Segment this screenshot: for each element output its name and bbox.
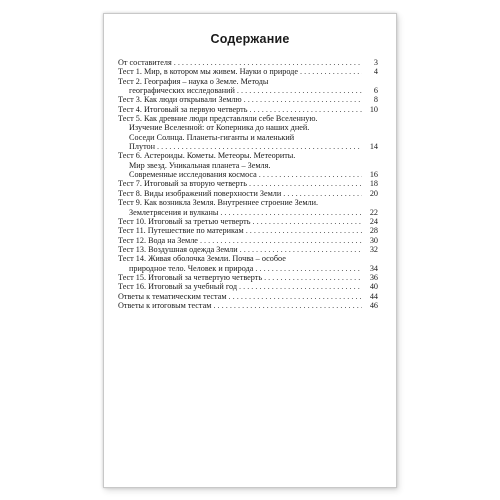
toc-page-number: 32 [369,244,378,254]
dot-leader [264,273,362,282]
toc-entry-line [118,254,378,263]
toc-entry [118,292,378,301]
toc-entry-line [118,58,378,67]
toc-entry-line [118,189,378,198]
toc-entry-text: Тест 9. Как возникла Земля. Внутреннее строение Земли. [118,198,319,208]
toc-entry-text: Тест 7. Итоговый за вторую четверть [118,179,247,189]
dot-leader [300,67,362,76]
toc-entry-text: географических исследований [129,86,235,96]
dot-leader [249,179,362,188]
dot-leader [213,301,362,310]
toc-entry-text: Тест 15. Итоговый за четвертую четверть [118,272,263,282]
toc-entry-line [118,142,378,151]
toc-entry-line [118,236,378,245]
toc-entry-text: Тест 3. Как люди открывали Землю [118,95,242,105]
dot-leader [252,217,362,226]
toc-entry [118,58,378,67]
dot-leader [244,95,362,104]
toc-entry-text: Ответы к итоговым тестам [118,300,212,310]
toc-entry-line [118,77,378,86]
dot-leader [220,208,362,217]
toc-page-number: 34 [369,263,378,273]
toc-page-number: 14 [369,142,378,152]
toc-entry-line [118,226,378,235]
toc-entry [118,273,378,282]
toc-entry-text: Соседи Солнца. Планеты-гиганты и маленький [129,132,295,142]
dot-leader [255,264,362,273]
toc-entry-line [118,198,378,207]
toc-entry-line [118,273,378,282]
toc-entry-line [118,86,378,95]
toc-entry [118,282,378,291]
toc-entry-text: Тест 12. Вода на Земле [118,235,198,245]
dot-leader [283,189,362,198]
toc-entry-line [118,245,378,254]
dot-leader [239,282,362,291]
toc-entry-line [118,282,378,291]
toc-page-number: 20 [369,188,378,198]
toc-entry-line [118,114,378,123]
toc-entry-text: Тест 1. Мир, в котором мы живем. Науки о природе [118,67,298,77]
toc-page-number: 22 [369,207,378,217]
toc-entry [118,301,378,310]
dot-leader [200,236,362,245]
toc-entry-line [118,292,378,301]
toc-entry [118,105,378,114]
toc-entry-text: Ответы к тематическим тестам [118,291,227,301]
dot-leader [249,105,362,114]
dot-leader [246,226,362,235]
toc-page-number: 16 [369,170,378,180]
toc-page-number: 36 [369,272,378,282]
dot-leader [174,58,362,67]
toc-entry-text: Тест 5. Как древние люди представляли себе Вселенную. [118,114,318,124]
toc-entry-line [118,161,378,170]
toc-entry-text: Плутон [129,142,156,152]
toc-entry-text: Тест 8. Виды изображений поверхности Земли [118,188,282,198]
toc-entry-text: Современные исследования космоса [129,170,257,180]
toc-entry [118,254,378,273]
table-of-contents [118,58,378,310]
page-title: Содержание [210,32,290,46]
toc-page-number: 3 [373,58,378,67]
toc-entry [118,217,378,226]
toc-entry-text: Изучение Вселенной: от Коперника до наших дней. [129,123,310,133]
toc-entry [118,245,378,254]
toc-page-number: 44 [369,291,378,301]
toc-entry-text: Тест 4. Итоговый за первую четверть [118,104,248,114]
toc-page-number: 30 [369,235,378,245]
toc-entry-line [118,151,378,160]
toc-page-number: 4 [373,67,378,77]
toc-entry-line [118,133,378,142]
dot-leader [157,142,362,151]
toc-page-number: 8 [373,95,378,105]
toc-entry-text: Тест 16. Итоговый за учебный год [118,282,238,292]
toc-page-number: 6 [373,86,378,96]
toc-page-number: 18 [369,179,378,189]
toc-page-number: 28 [369,226,378,236]
toc-entry-text: Тест 11. Путешествие по материкам [118,226,244,236]
dot-leader [259,170,362,179]
toc-entry-line [118,67,378,76]
toc-entry-text: Мир звезд. Уникальная планета – Земля. [129,160,271,170]
toc-entry-text: Тест 10. Итоговый за третью четверть [118,216,251,226]
toc-entry-text: Тест 6. Астероиды. Кометы. Метеоры. Метеориты. [118,151,296,161]
toc-entry-line [118,301,378,310]
toc-entry-line [118,264,378,273]
toc-entry-text: природное тело. Человек и природа [129,263,254,273]
toc-entry [118,95,378,104]
toc-entry [118,179,378,188]
toc-entry-text: От составителя [118,58,172,67]
toc-entry-line [118,170,378,179]
toc-entry-line [118,208,378,217]
toc-entry-text: Тест 13. Воздушная одежда Земли [118,244,238,254]
toc-entry-line [118,217,378,226]
toc-entry [118,77,378,96]
toc-entry [118,114,378,151]
toc-entry-line [118,179,378,188]
toc-page-number: 10 [369,104,378,114]
toc-entry-text: Землетрясения и вулканы [129,207,219,217]
book-page [103,13,397,488]
toc-entry-line [118,123,378,132]
toc-entry-text: Тест 14. Живая оболочка Земли. Почва – особое [118,254,286,264]
toc-entry-text: Тест 2. География – наука о Земле. Методы [118,76,269,86]
toc-entry-line [118,95,378,104]
toc-entry [118,67,378,76]
toc-entry [118,236,378,245]
dot-leader [229,292,362,301]
toc-entry-line [118,105,378,114]
dot-leader [237,86,362,95]
toc-entry [118,189,378,198]
toc-entry [118,226,378,235]
toc-entry [118,151,378,179]
toc-page-number: 24 [369,216,378,226]
toc-page-number: 40 [369,282,378,292]
toc-page-number: 46 [369,300,378,310]
dot-leader [240,245,362,254]
toc-entry [118,198,378,217]
